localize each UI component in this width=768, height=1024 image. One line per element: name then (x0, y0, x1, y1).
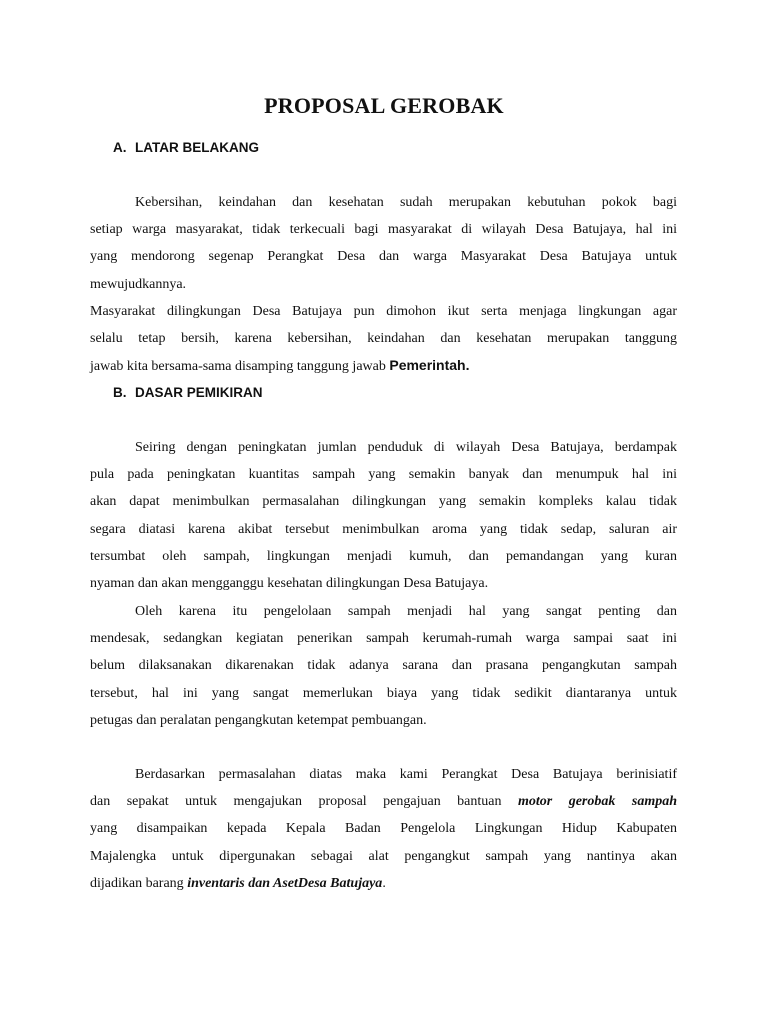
paragraph-line (90, 352, 677, 379)
section-b-paragraph-1 (90, 434, 677, 597)
section-a-title: LATAR BELAKANG (135, 140, 259, 155)
section-b-title: DASAR PEMIKIRAN (135, 385, 263, 400)
section-a-paragraph-1 (90, 189, 677, 298)
paragraph-line: mendesak, sedangkan kegiatan penerikan sampah kerumah-rumah warga sampai saat ini (90, 631, 677, 647)
line-text: dan sepakat untuk mengajukan proposal pengajuan bantuan (90, 794, 518, 810)
paragraph-line: akan dapat menimbulkan permasalahan dilingkungan yang semakin kompleks kalau tidak (90, 494, 677, 510)
section-a-heading (113, 140, 259, 155)
line-text: dijadikan barang (90, 875, 188, 891)
paragraph-line: Oleh karena itu pengelolaan sampah menjadi hal yang sangat penting dan (135, 604, 677, 619)
paragraph-line (90, 870, 677, 897)
paragraph-line: pula pada peningkatan kuantitas sampah yang semakin banyak dan menumpuk hal ini (90, 467, 677, 483)
paragraph-line: Masyarakat dilingkungan Desa Batujaya pun dimohon ikut serta menjaga lingkungan agar (90, 304, 677, 319)
paragraph-line: Seiring dengan peningkatan jumlan penduduk di wilayah Desa Batujaya, berdampak (135, 440, 677, 455)
paragraph-line (90, 788, 677, 815)
section-b-number: B. (113, 385, 127, 400)
section-b-paragraph-3 (90, 761, 677, 897)
section-b-paragraph-2 (90, 598, 677, 734)
section-a-number: A. (113, 140, 127, 155)
line-text: jawab kita bersama-sama disamping tanggung jawab (90, 359, 390, 375)
paragraph-line: mewujudkannya. (90, 276, 187, 292)
page-title: PROPOSAL GEROBAK (264, 93, 504, 118)
paragraph-line: tersebut, hal ini yang sangat memerlukan biaya yang tidak sedikit diantaranya untuk (90, 685, 677, 701)
section-b-heading (113, 385, 263, 400)
emphasis-inventaris: inventaris dan AsetDesa Batujaya (187, 875, 383, 891)
paragraph-line: yang mendorong segenap Perangkat Desa dan warga Masyarakat Desa Batujaya untuk (90, 249, 677, 265)
paragraph-line: Berdasarkan permasalahan diatas maka kami Perangkat Desa Batujaya berinisiatif (135, 767, 677, 782)
section-a-paragraph-2 (90, 298, 677, 380)
paragraph-line: selalu tetap bersih, karena kebersihan, keindahan dan kesehatan merupakan tanggung (90, 331, 677, 347)
emphasis-pemerintah: Pemerintah. (389, 357, 470, 374)
paragraph-line: petugas dan peralatan pengangkutan ketempat pembuangan. (90, 712, 427, 728)
paragraph-line: belum dilaksanakan dikarenakan tidak adanya sarana dan prasana pengangkutan sampah (90, 658, 677, 674)
line-text: . (382, 875, 386, 891)
emphasis-motor-gerobak-sampah: motor gerobak sampah (518, 794, 677, 810)
paragraph-line: yang disampaikan kepada Kepala Badan Pengelola Lingkungan Hidup Kabupaten (90, 821, 677, 837)
paragraph-line: Kebersihan, keindahan dan kesehatan sudah merupakan kebutuhan pokok bagi (135, 195, 677, 210)
paragraph-line: Majalengka untuk dipergunakan sebagai alat pengangkut sampah yang nantinya akan (90, 848, 677, 864)
paragraph-line: nyaman dan akan mengganggu kesehatan dilingkungan Desa Batujaya. (90, 575, 489, 591)
paragraph-line: tersumbat oleh sampah, lingkungan menjadi kumuh, dan pemandangan yang kuran (90, 548, 677, 564)
paragraph-line: setiap warga masyarakat, tidak terkecuali bagi masyarakat di wilayah Desa Batujaya, hal ini (90, 222, 677, 238)
paragraph-line: segara diatasi karena akibat tersebut menimbulkan aroma yang tidak sedap, saluran air (90, 521, 677, 537)
